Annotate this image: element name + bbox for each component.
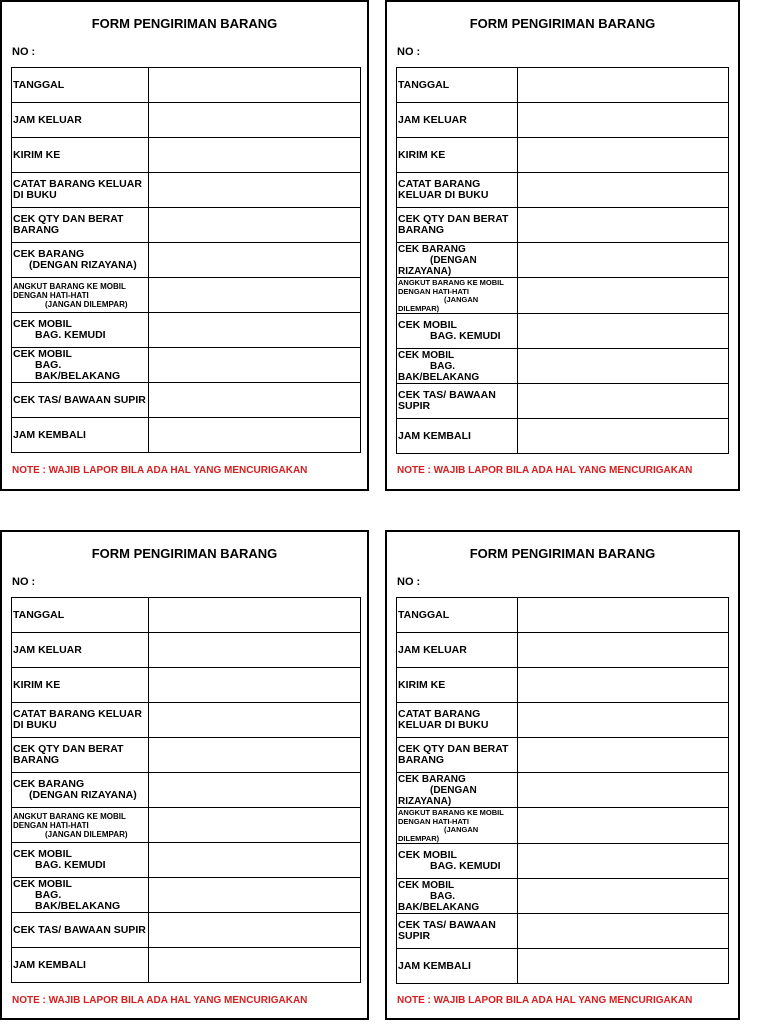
table-row xyxy=(397,598,729,633)
table-row xyxy=(397,138,729,173)
checklist-table xyxy=(11,67,361,453)
delivery-form-4 xyxy=(385,530,740,1020)
row-label: CATAT BARANG xyxy=(398,708,481,720)
row-label: ANGKUT BARANG KE MOBIL xyxy=(13,811,126,821)
row-label: CEK MOBIL xyxy=(398,880,455,891)
row-label: TANGGAL xyxy=(398,608,450,621)
table-row xyxy=(397,633,729,668)
entry-cell[interactable] xyxy=(149,598,361,633)
table-row xyxy=(12,418,361,453)
entry-cell[interactable] xyxy=(518,138,729,173)
entry-cell[interactable] xyxy=(518,738,729,773)
entry-cell[interactable] xyxy=(149,773,361,808)
table-row xyxy=(12,843,361,878)
entry-cell[interactable] xyxy=(149,243,361,278)
table-row xyxy=(397,738,729,773)
row-label: DI BUKU xyxy=(13,719,57,731)
row-label: CEK TAS/ BAWAAN SUPIR xyxy=(13,923,146,936)
table-row xyxy=(12,738,361,773)
row-label: BAG. BAK/BELAKANG xyxy=(35,888,121,912)
entry-cell[interactable] xyxy=(518,949,729,984)
entry-cell[interactable] xyxy=(518,633,729,668)
row-label: BAG. KEMUDI xyxy=(430,330,501,342)
row-label: CEK QTY DAN BERAT xyxy=(398,743,509,755)
entry-cell[interactable] xyxy=(149,103,361,138)
entry-cell[interactable] xyxy=(149,208,361,243)
row-label: DENGAN HATI-HATI xyxy=(398,816,469,826)
form-number-label: NO : xyxy=(12,46,36,58)
row-label: KELUAR DI BUKU xyxy=(398,189,489,201)
entry-cell[interactable] xyxy=(518,68,729,103)
row-label: DILEMPAR) xyxy=(398,833,440,843)
row-label: KIRIM KE xyxy=(398,148,446,161)
row-label: ANGKUT BARANG KE MOBIL xyxy=(398,808,504,817)
row-label: CEK BARANG xyxy=(13,778,85,790)
entry-cell[interactable] xyxy=(149,418,361,453)
entry-cell[interactable] xyxy=(149,348,361,383)
warning-note: NOTE : WAJIB LAPOR BILA ADA HAL YANG MENCURIGAKAN xyxy=(12,995,308,1006)
delivery-form-1 xyxy=(0,0,369,491)
row-label: (JANGAN xyxy=(444,295,479,304)
entry-cell[interactable] xyxy=(149,278,361,313)
table-row xyxy=(12,703,361,738)
table-row xyxy=(12,103,361,138)
entry-cell[interactable] xyxy=(149,138,361,173)
entry-cell[interactable] xyxy=(518,844,729,879)
table-row xyxy=(397,844,729,879)
row-label: TANGGAL xyxy=(13,78,65,91)
form-title: FORM PENGIRIMAN BARANG xyxy=(469,16,656,31)
entry-cell[interactable] xyxy=(518,278,729,314)
table-row xyxy=(12,313,361,348)
table-row xyxy=(397,173,729,208)
entry-cell[interactable] xyxy=(518,808,729,844)
table-row xyxy=(12,243,361,278)
entry-cell[interactable] xyxy=(518,598,729,633)
table-row xyxy=(12,633,361,668)
row-label: CEK QTY DAN BERAT xyxy=(13,213,124,225)
row-label: CEK BARANG xyxy=(398,244,466,255)
entry-cell[interactable] xyxy=(518,419,729,454)
row-label: CEK BARANG xyxy=(13,248,85,260)
row-label: CEK TAS/ BAWAAN xyxy=(398,919,496,931)
row-label: (DENGAN RIZAYANA) xyxy=(29,259,137,271)
row-label: RIZAYANA) xyxy=(398,266,452,277)
row-label: DENGAN HATI-HATI xyxy=(13,820,89,830)
row-label: (JANGAN DILEMPAR) xyxy=(45,829,128,839)
entry-cell[interactable] xyxy=(518,314,729,349)
entry-cell[interactable] xyxy=(149,878,361,913)
entry-cell[interactable] xyxy=(518,173,729,208)
entry-cell[interactable] xyxy=(518,879,729,914)
row-label: (DENGAN xyxy=(430,785,477,796)
row-label: CEK MOBIL xyxy=(398,319,457,331)
delivery-form-2 xyxy=(385,0,740,491)
table-row xyxy=(12,598,361,633)
entry-cell[interactable] xyxy=(518,914,729,949)
form-number-label: NO : xyxy=(397,576,421,588)
row-label: BAG. BAK/BELAKANG xyxy=(35,358,121,382)
warning-note: NOTE : WAJIB LAPOR BILA ADA HAL YANG MENCURIGAKAN xyxy=(397,465,693,476)
table-row xyxy=(397,808,729,844)
row-label: JAM KEMBALI xyxy=(398,429,471,442)
row-label: KIRIM KE xyxy=(13,678,61,691)
row-label: CEK QTY DAN BERAT xyxy=(398,213,509,225)
table-row xyxy=(397,103,729,138)
row-label: BARANG xyxy=(398,224,445,236)
row-label: KELUAR DI BUKU xyxy=(398,719,489,731)
row-label: TANGGAL xyxy=(398,78,450,91)
entry-cell[interactable] xyxy=(149,668,361,703)
entry-cell[interactable] xyxy=(149,948,361,983)
form-title: FORM PENGIRIMAN BARANG xyxy=(91,16,278,31)
row-label: DILEMPAR) xyxy=(398,303,440,313)
entry-cell[interactable] xyxy=(518,773,729,808)
table-row xyxy=(12,383,361,418)
table-row xyxy=(397,349,729,384)
row-label: BAK/BELAKANG xyxy=(398,902,480,913)
row-label: SUPIR xyxy=(398,930,431,942)
row-label: DENGAN HATI-HATI xyxy=(13,290,89,300)
table-row xyxy=(12,668,361,703)
form-title: FORM PENGIRIMAN BARANG xyxy=(469,546,656,561)
table-row xyxy=(12,808,361,843)
row-label: JAM KELUAR xyxy=(398,113,467,126)
entry-cell[interactable] xyxy=(149,173,361,208)
row-label: BAG. KEMUDI xyxy=(430,860,501,872)
table-row xyxy=(12,773,361,808)
checklist-table xyxy=(11,597,361,983)
entry-cell[interactable] xyxy=(149,313,361,348)
row-label: JAM KEMBALI xyxy=(398,959,471,972)
row-label: BARANG xyxy=(398,754,445,766)
form-number-label: NO : xyxy=(12,576,36,588)
row-label: BAK/BELAKANG xyxy=(398,372,480,383)
form-title: FORM PENGIRIMAN BARANG xyxy=(91,546,278,561)
row-label: CEK TAS/ BAWAAN SUPIR xyxy=(13,393,146,406)
warning-note: NOTE : WAJIB LAPOR BILA ADA HAL YANG MENCURIGAKAN xyxy=(397,995,693,1006)
row-label: CEK MOBIL xyxy=(13,347,72,360)
entry-cell[interactable] xyxy=(518,668,729,703)
entry-cell[interactable] xyxy=(149,703,361,738)
entry-cell[interactable] xyxy=(518,703,729,738)
entry-cell[interactable] xyxy=(149,738,361,773)
row-label: JAM KELUAR xyxy=(398,643,467,656)
entry-cell[interactable] xyxy=(149,843,361,878)
row-label: KIRIM KE xyxy=(13,148,61,161)
row-label: KIRIM KE xyxy=(398,678,446,691)
table-row xyxy=(397,243,729,278)
row-label: RIZAYANA) xyxy=(398,796,452,807)
checklist-table xyxy=(396,597,729,984)
table-row xyxy=(12,878,361,913)
entry-cell[interactable] xyxy=(149,808,361,843)
row-label: JAM KEMBALI xyxy=(13,958,86,971)
entry-cell[interactable] xyxy=(149,383,361,418)
row-label: CEK TAS/ BAWAAN xyxy=(398,389,496,401)
row-label: (DENGAN xyxy=(430,255,477,266)
delivery-form-3 xyxy=(0,530,369,1020)
row-label: BAG. xyxy=(430,891,455,902)
form-number-label: NO : xyxy=(397,46,421,58)
row-label: DENGAN HATI-HATI xyxy=(398,286,469,296)
row-label: (DENGAN RIZAYANA) xyxy=(29,789,137,801)
table-row xyxy=(397,68,729,103)
table-row xyxy=(12,208,361,243)
entry-cell[interactable] xyxy=(518,208,729,243)
row-label: ANGKUT BARANG KE MOBIL xyxy=(398,278,504,287)
row-label: BARANG xyxy=(13,754,60,766)
row-label: CATAT BARANG xyxy=(398,178,481,190)
row-label: TANGGAL xyxy=(13,608,65,621)
row-label: JAM KEMBALI xyxy=(13,428,86,441)
table-row xyxy=(12,138,361,173)
row-label: (JANGAN xyxy=(444,825,479,834)
table-row xyxy=(397,384,729,419)
row-label: CEK BARANG xyxy=(398,774,466,785)
row-label: SUPIR xyxy=(398,400,431,412)
table-row xyxy=(397,949,729,984)
row-label: DI BUKU xyxy=(13,189,57,201)
entry-cell[interactable] xyxy=(518,349,729,384)
entry-cell[interactable] xyxy=(518,103,729,138)
row-label: CEK MOBIL xyxy=(13,848,72,860)
row-label: (JANGAN DILEMPAR) xyxy=(45,299,128,309)
row-label: CEK MOBIL xyxy=(398,849,457,861)
table-row xyxy=(397,914,729,949)
row-label: CEK MOBIL xyxy=(13,318,72,330)
table-row xyxy=(397,419,729,454)
checklist-table xyxy=(396,67,729,454)
row-label: JAM KELUAR xyxy=(13,643,82,656)
entry-cell[interactable] xyxy=(518,243,729,278)
table-row xyxy=(12,278,361,313)
row-label: CATAT BARANG KELUAR xyxy=(13,178,142,190)
row-label: CATAT BARANG KELUAR xyxy=(13,708,142,720)
row-label: BAG. KEMUDI xyxy=(35,329,106,341)
row-label: CEK QTY DAN BERAT xyxy=(13,743,124,755)
entry-cell[interactable] xyxy=(518,384,729,419)
table-row xyxy=(12,173,361,208)
warning-note: NOTE : WAJIB LAPOR BILA ADA HAL YANG MENCURIGAKAN xyxy=(12,465,308,476)
row-label: JAM KELUAR xyxy=(13,113,82,126)
row-label: ANGKUT BARANG KE MOBIL xyxy=(13,281,126,291)
table-row xyxy=(397,703,729,738)
row-label: BAG. xyxy=(430,361,455,372)
table-row xyxy=(397,879,729,914)
table-row xyxy=(397,208,729,243)
table-row xyxy=(12,68,361,103)
row-label: CEK MOBIL xyxy=(13,877,72,890)
table-row xyxy=(397,314,729,349)
row-label: CEK MOBIL xyxy=(398,350,455,361)
table-row xyxy=(397,278,729,314)
entry-cell[interactable] xyxy=(149,633,361,668)
table-row xyxy=(12,348,361,383)
entry-cell[interactable] xyxy=(149,68,361,103)
table-row xyxy=(12,913,361,948)
table-row xyxy=(12,948,361,983)
table-row xyxy=(397,773,729,808)
row-label: BAG. KEMUDI xyxy=(35,859,106,871)
row-label: BARANG xyxy=(13,224,60,236)
entry-cell[interactable] xyxy=(149,913,361,948)
table-row xyxy=(397,668,729,703)
